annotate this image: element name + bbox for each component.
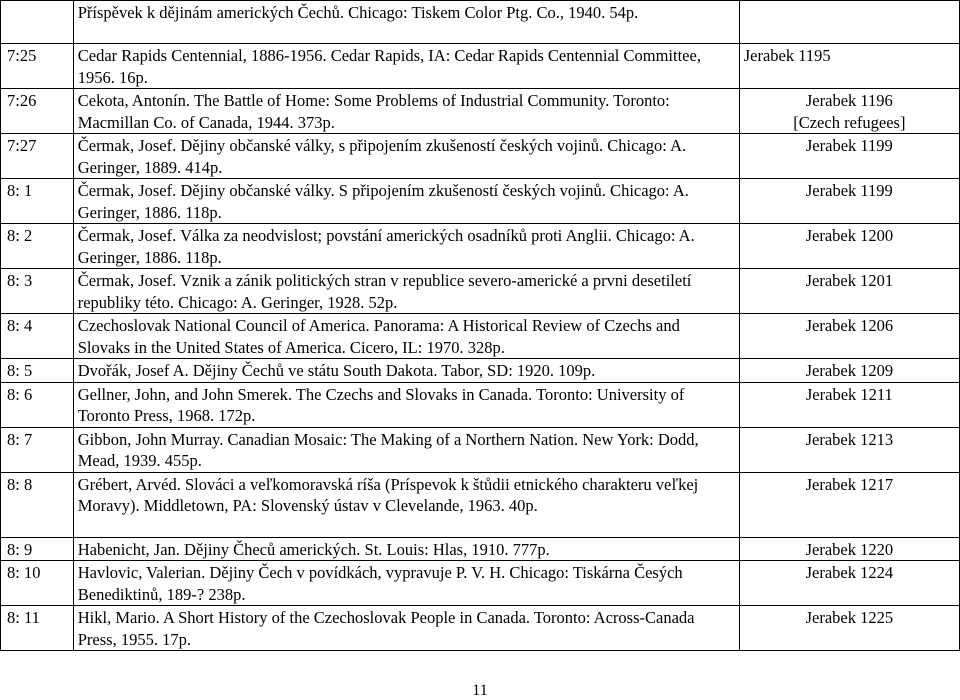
entry-citation: Čermak, Josef. Válka za neodvislost; povstání amerických osadníků proti Anglii. Chicago: A. Geringer, 1886. 118p.	[73, 224, 739, 269]
location-text: Jerabek 1225	[805, 608, 894, 627]
entry-id: 8: 5	[1, 359, 74, 383]
entry-location	[739, 269, 959, 314]
entry-citation: Czechoslovak National Council of America. Panorama: A Historical Review of Czechs and Slovaks in the United States of America. Cicero, IL: 1970. 328p.	[73, 314, 739, 359]
entry-id: 8: 1	[1, 179, 74, 224]
table-row	[1, 89, 960, 134]
entry-citation: Hikl, Mario. A Short History of the Czechoslovak People in Canada. Toronto: Across-Canada Press, 1955. 17p.	[73, 606, 739, 651]
entry-id: 8: 8	[1, 472, 74, 537]
table-row	[1, 1, 960, 44]
entry-id: 8: 3	[1, 269, 74, 314]
table-row	[1, 179, 960, 224]
location-text: Jerabek 1224	[805, 563, 894, 582]
location-text: Jerabek 1195	[743, 46, 831, 65]
table-row	[1, 382, 960, 427]
table-row	[1, 44, 960, 89]
entry-id: 8: 2	[1, 224, 74, 269]
entry-citation: Čermak, Josef. Vznik a zánik politických stran v republice severo-americké a prvni desetiletí republiky této. Chicago: A. Geringer, 1928. 52p.	[73, 269, 739, 314]
location-text: Jerabek 1196	[805, 91, 893, 110]
entry-location	[739, 427, 959, 472]
entry-id: 8: 10	[1, 561, 74, 606]
entry-citation: Havlovic, Valerian. Dějiny Čech v povídkách, vypravuje P. V. H. Chicago: Tiskárna Česých Benediktinů, 189-? 238p.	[73, 561, 739, 606]
location-text: Jerabek 1201	[805, 271, 894, 290]
entry-id	[1, 1, 74, 44]
location-text: Jerabek 1213	[805, 429, 894, 449]
entry-citation: Cekota, Antonín. The Battle of Home: Some Problems of Industrial Community. Toronto: Macmillan Co. of Canada, 1944. 373p.	[73, 89, 739, 134]
entry-location	[739, 472, 959, 537]
entry-location	[739, 89, 959, 134]
table-row	[1, 359, 960, 383]
table-row	[1, 606, 960, 651]
location-text: Jerabek 1220	[805, 539, 894, 559]
entry-location	[739, 606, 959, 651]
entry-id: 8: 6	[1, 382, 74, 427]
location-note: [Czech refugees]	[793, 112, 906, 132]
entry-id: 7:27	[1, 134, 74, 179]
page-number: 11	[472, 682, 488, 699]
entry-citation: Dvořák, Josef A. Dějiny Čechů ve státu South Dakota. Tabor, SD: 1920. 109p.	[73, 359, 739, 383]
location-text: Jerabek 1200	[805, 226, 894, 245]
entry-location	[739, 134, 959, 179]
table-row	[1, 427, 960, 472]
table-row	[1, 269, 960, 314]
location-text: Jerabek 1209	[805, 361, 894, 380]
location-text: Jerabek 1217	[805, 474, 894, 494]
entry-location	[739, 224, 959, 269]
entry-id: 8: 9	[1, 537, 74, 561]
entry-citation: Gibbon, John Murray. Canadian Mosaic: The Making of a Northern Nation. New York: Dodd, Mead, 1939. 455p.	[73, 427, 739, 472]
entry-id: 8: 11	[1, 606, 74, 651]
table-row	[1, 224, 960, 269]
entry-citation: Cedar Rapids Centennial, 1886-1956. Cedar Rapids, IA: Cedar Rapids Centennial Committee, 1956. 16p.	[73, 44, 739, 89]
entry-location	[739, 359, 959, 383]
entry-citation: Čermak, Josef. Dějiny občanské války. S připojením zkušeností českých vojinů. Chicago: A. Geringer, 1886. 118p.	[73, 179, 739, 224]
entry-citation: Příspěvek k dějinám amerických Čechů. Chicago: Tiskem Color Ptg. Co., 1940. 54p.	[73, 1, 739, 44]
entry-location	[739, 314, 959, 359]
entry-location	[739, 382, 959, 427]
entry-citation: Gellner, John, and John Smerek. The Czechs and Slovaks in Canada. Toronto: University of Toronto Press, 1968. 172p.	[73, 382, 739, 427]
entry-citation: Grébert, Arvéd. Slováci a veľkomoravská ríša (Príspevok k štůdii etnického charakteru veľkej Moravy). Middletown, PA: Slovenský ústav v Clevelande, 1963. 40p.	[73, 472, 739, 537]
table-row	[1, 472, 960, 537]
entry-location	[739, 561, 959, 606]
entry-id: 7:26	[1, 89, 74, 134]
entry-id: 8: 4	[1, 314, 74, 359]
location-text: Jerabek 1211	[805, 384, 893, 404]
location-text: Jerabek 1199	[805, 181, 893, 200]
location-text: Jerabek 1206	[805, 316, 894, 335]
entry-citation: Čermak, Josef. Dějiny občanské války, s připojením zkušeností českých vojinů. Chicago: A. Geringer, 1889. 414p.	[73, 134, 739, 179]
entry-location	[739, 537, 959, 561]
table-row	[1, 537, 960, 561]
table-row	[1, 561, 960, 606]
entry-citation: Habenicht, Jan. Dějiny Čheců amerických. St. Louis: Hlas, 1910. 777p.	[73, 537, 739, 561]
entry-location	[739, 179, 959, 224]
entry-id: 7:25	[1, 44, 74, 89]
location-text: Jerabek 1199	[805, 136, 893, 155]
entry-location	[739, 44, 959, 89]
entry-id: 8: 7	[1, 427, 74, 472]
table-row	[1, 314, 960, 359]
table-row	[1, 134, 960, 179]
entry-location	[739, 1, 959, 44]
